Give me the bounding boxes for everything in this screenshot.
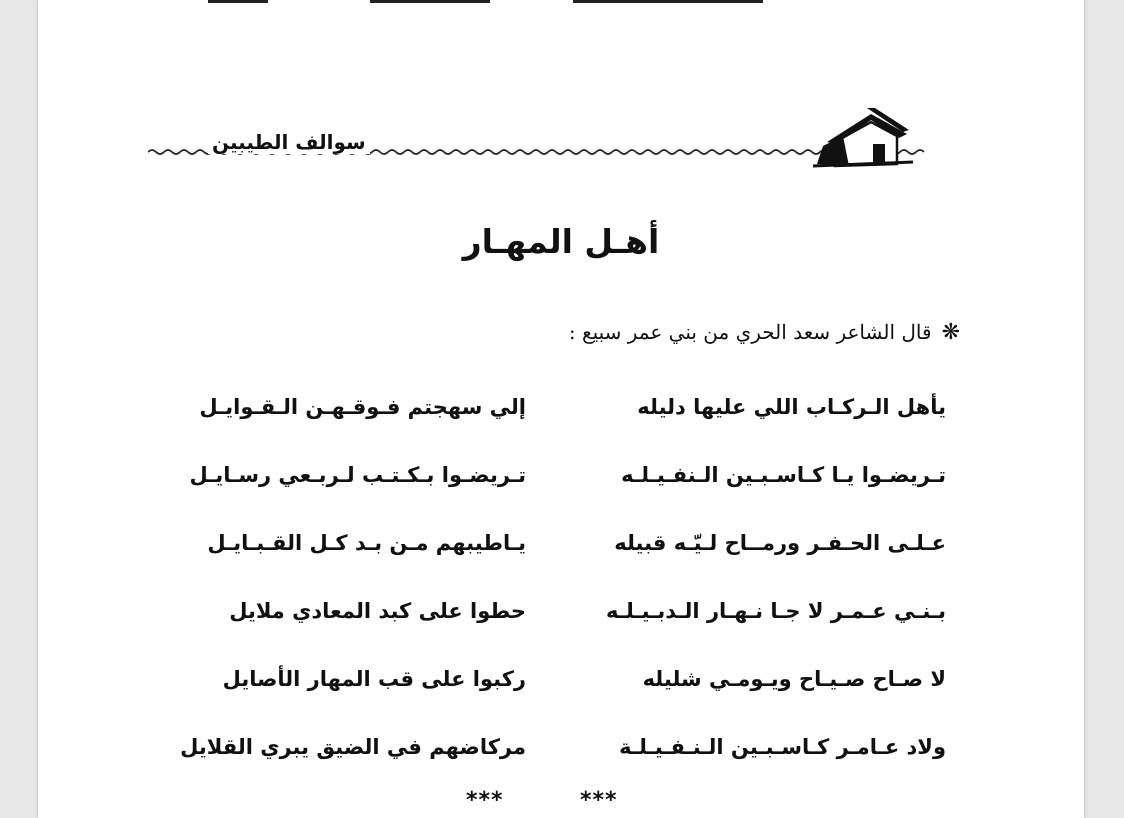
verse-first-hemistich: تـريضـوا يـا كـاسـبـين الـنفـيـلـه (621, 463, 946, 487)
verse-row (38, 463, 1084, 503)
verse-row (38, 531, 1084, 571)
verse-first-hemistich: لا صـاح صـيـاح ويـومـي شليله (642, 667, 946, 691)
verse-first-hemistich: يأهل الـركـاب اللي عليها دليله (637, 395, 946, 419)
house-icon (813, 108, 913, 166)
end-mark: *** (466, 788, 504, 813)
intro-text: قال الشاعر سعد الحري من بني عمر سبيع : (568, 320, 932, 344)
verse-second-hemistich: يـاطيبهم مـن بـد كـل القـبـايـل (207, 531, 526, 555)
top-rule (370, 0, 490, 3)
verse-second-hemistich: تـريضـوا بـكـتـب لـربـعي رسـايـل (189, 463, 526, 487)
end-mark: *** (580, 788, 618, 813)
verse-row (38, 667, 1084, 707)
verse-second-hemistich: ركبوا على قب المهار الأصايل (222, 667, 526, 691)
section-header (148, 100, 958, 180)
verse-first-hemistich: عـلـى الحـفـر ورمــاح لـيّـه قبيله (614, 531, 946, 555)
top-rule (208, 0, 268, 3)
verse-row (38, 599, 1084, 639)
verse-row (38, 395, 1084, 435)
verse-second-hemistich: حطوا على كبد المعادي ملايل (229, 599, 526, 623)
verse-second-hemistich: إلي سهجتم فـوقـهـن الـقـوايـل (199, 395, 526, 419)
verse-second-hemistich: مركاضهم في الضيق يبري القلايل (180, 735, 526, 759)
poem-intro (569, 320, 960, 345)
top-rule (573, 0, 763, 3)
document-page (38, 0, 1084, 818)
verse-first-hemistich: ولاد عـامـر كـاسـبـين الـنـفـيـلـة (619, 735, 946, 759)
verse-row (38, 735, 1084, 775)
asterisk-icon: ❋ (941, 320, 960, 345)
verse-first-hemistich: بـنـي عـمـر لا جـا نـهـار الـدبـيـلـه (605, 599, 946, 623)
poem-title: أهـل المهـار (462, 222, 660, 261)
section-title: سوالف الطيبين (208, 130, 370, 154)
